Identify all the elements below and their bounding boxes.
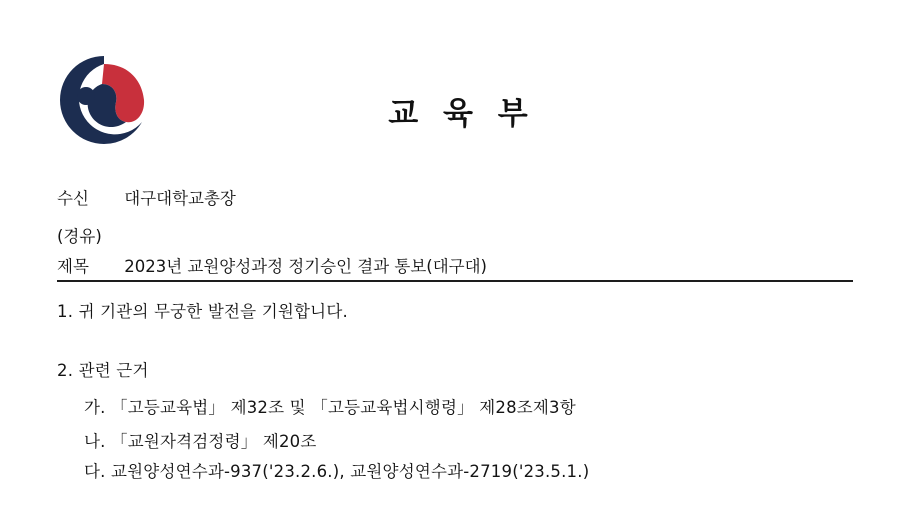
field-via [57,223,847,247]
header-divider [57,280,853,282]
field-subject [57,253,847,277]
body-item-2-sub-c: 다. 교원양성연수과-937('23.2.6.), 교원양성연수과-2719('23.5.1.) [84,462,590,481]
field-via-label: (경유) [57,227,102,246]
field-recipient [57,185,847,209]
field-subject-value: 2023년 교원양성과정 정기승인 결과 통보(대구대) [124,257,487,276]
field-recipient-value: 대구대학교총장 [124,189,236,208]
body-item-2-sub-a: 가. 「고등교육법」 제32조 및 「고등교육법시행령」 제28조제3항 [84,398,576,417]
body-item-2-sub-b: 나. 「교원자격검정령」 제20조 [84,432,317,451]
body-item-2: 2. 관련 근거 [57,361,149,380]
page-title: 교 육 부 [388,96,535,132]
field-recipient-label: 수신 [57,189,89,208]
body-item-1: 1. 귀 기관의 무궁한 발전을 기원합니다. [57,302,348,321]
field-subject-label: 제목 [57,257,89,276]
